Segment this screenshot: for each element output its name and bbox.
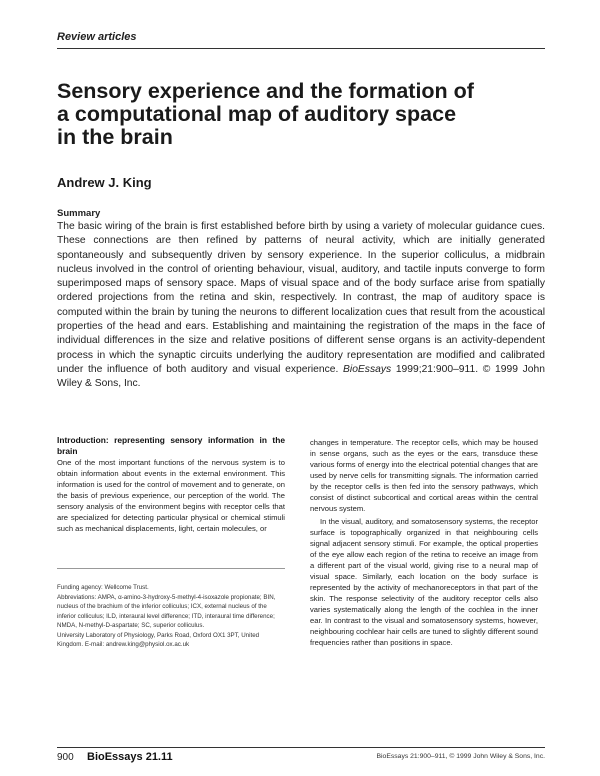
page-number: 900 — [57, 752, 74, 763]
summary-body: The basic wiring of the brain is first established before birth by using a variety of molecular guidance cues. These connections are then refined by patterns of neural activity, which are initially generated spontaneously and subsequently driven by sensory experience. In the superior colliculus, a midbrain nucleus involved in the control of orienting behaviour, visual, auditory, and tactile inputs converge to form superimposed maps of sensory space. Maps of visual space and of the body surface arise from spatially ordered projections from the retina and skin, respectively. In contrast, the map of auditory space is computed within the brain by tuning the neurons to different localization cues that result from the acoustical properties of the head and ears. Establishing and maintaining the registration of the maps in the face of individual differences in the size and relative positions of different sense organs is an activity-dependent process in which the synaptic circuits underlying the auditory representation are modified and calibrated under the influence of both auditory and visual experience. — [57, 221, 545, 375]
footer-citation: BioEssays 21:900–911, © 1999 John Wiley & Sons, Inc. — [376, 753, 545, 760]
article-title: Sensory experience and the formation of a computational map of auditory space in the brain — [57, 79, 474, 149]
left-column — [57, 435, 285, 534]
bottom-rule — [57, 747, 545, 748]
right-paragraph-2: In the visual, auditory, and somatosensory systems, the receptor surface is topographically organized in that neighbouring cells signal adjacent sensory stimuli. For example, the optical properties of the eye allow each region of the retina to receive an image from a different part of the visual world, giving rise to a neural map of visual space. Similarly, each location on the body surface is represented by the activity of mechanoreceptors in that part of the skin. The response selectivity of the auditory receptor cells also varies systematically along the length of the cochlea in the inner ear. In contrast to the visual and somatosensory systems, however, neighbouring cochlear hair cells are tuned to slightly different sound frequencies rather than positions in space. — [310, 517, 538, 647]
summary-journal-cite: BioEssays — [343, 363, 392, 375]
introduction-paragraph: One of the most important functions of the nervous system is to obtain information about events in the external environment. This information is used for the control of movement and to generate, on the basis of previous experience, our perception of the world. The sensory analysis of the environment begins with receptor cells that are specialized for detecting particular physical or chemical stimuli such as mechanical displacements, light, certain molecules, or — [57, 458, 285, 533]
right-paragraph-1: changes in temperature. The receptor cells, which may be housed in sense organs, such as the eyes or the ears, transduce these various forms of energy into the electrical potential changes that are used by nerve cells for transmitting signals. The information carried by the receptor cells is then fed into the sensory pathways, which consist of distinct subcortical and cortical areas within the central nervous system. — [310, 438, 538, 513]
summary-text — [57, 220, 545, 392]
funding-note: Funding agency: Wellcome Trust. — [57, 584, 149, 591]
right-column — [310, 437, 538, 648]
top-rule — [57, 48, 545, 49]
section-label: Review articles — [57, 31, 137, 43]
introduction-heading: Introduction: representing sensory information in the brain — [57, 435, 285, 456]
abbreviations-note: Abbreviations: AMPA, α-amino-3-hydroxy-5-methyl-4-isoxazole propionate; BIN, nucleus of the brachium of the inferior colliculus; ICX, external nucleus of the inferior colliculus; ILD, interaural level difference; ITD, interaural time difference; NMDA, N-methyl-D-aspartate; SC, superior colliculus. — [57, 593, 276, 629]
summary-copyright: © 1999 John Wiley & Sons, Inc. — [57, 363, 545, 390]
affiliation-note: University Laboratory of Physiology, Parks Road, Oxford OX1 3PT, United Kingdom. E-mail: andrew.king@physiol.ox.ac.uk — [57, 631, 260, 648]
summary-heading: Summary — [57, 208, 101, 219]
journal-issue: BioEssays 21.11 — [87, 751, 173, 763]
footnote-box — [57, 568, 285, 748]
summary-cite-rest: 1999;21:900–911. — [395, 363, 479, 375]
author-name: Andrew J. King — [57, 175, 152, 190]
